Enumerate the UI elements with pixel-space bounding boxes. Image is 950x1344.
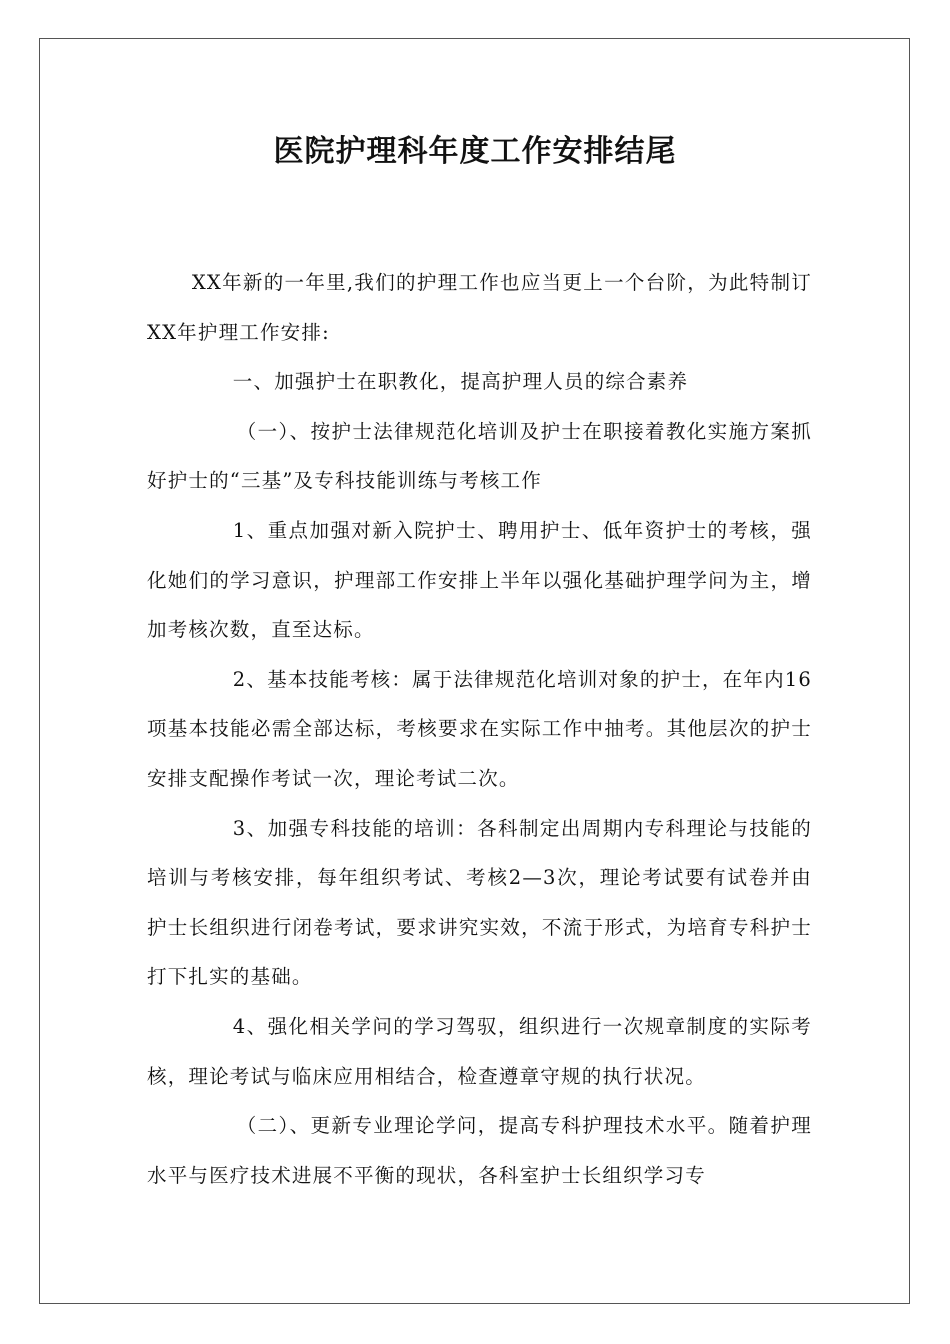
document-title: 医院护理科年度工作安排结尾 — [273, 134, 677, 169]
paragraph-item-4: 4、强化相关学问的学习驾驭，组织进行一次规章制度的实际考核，理论考试与临床应用相结合，检查遵章守规的执行状况。 — [147, 1014, 812, 1088]
paragraph-item-2: 2、基本技能考核：属于法律规范化培训对象的护士，在年内16项基本技能必需全部达标，考核要求在实际工作中抽考。其他层次的护士安排支配操作考试一次，理论考试二次。 — [147, 667, 812, 790]
paragraph-item-3: 3、加强专科技能的培训：各科制定出周期内专科理论与技能的培训与考核安排，每年组织考试、考核2—3次，理论考试要有试卷并由护士长组织进行闭卷考试，要求讲究实效，不流于形式，为培育专科护士打下扎实的基础。 — [147, 816, 812, 989]
document-body — [147, 258, 812, 1200]
subsection-heading-2: （二）、更新专业理论学问，提高专科护理技术水平。随着护理水平与医疗技术进展不平衡的现状，各科室护士长组织学习专 — [147, 1114, 812, 1187]
section-heading-1: 一、加强护士在职教化，提高护理人员的综合素养 — [232, 370, 689, 394]
paragraph-intro: XX年新的一年里,我们的护理工作也应当更上一个台阶，为此特制订XX年护理工作安排: — [147, 271, 812, 344]
subsection-heading-1: （一）、按护士法律规范化培训及护士在职接着教化实施方案抓好护士的“三基”及专科技能训练与考核工作 — [147, 419, 812, 493]
paragraph-item-1: 1、重点加强对新入院护士、聘用护士、低年资护士的考核，强化她们的学习意识，护理部工作安排上半年以强化基础护理学问为主，增加考核次数，直至达标。 — [147, 518, 812, 642]
